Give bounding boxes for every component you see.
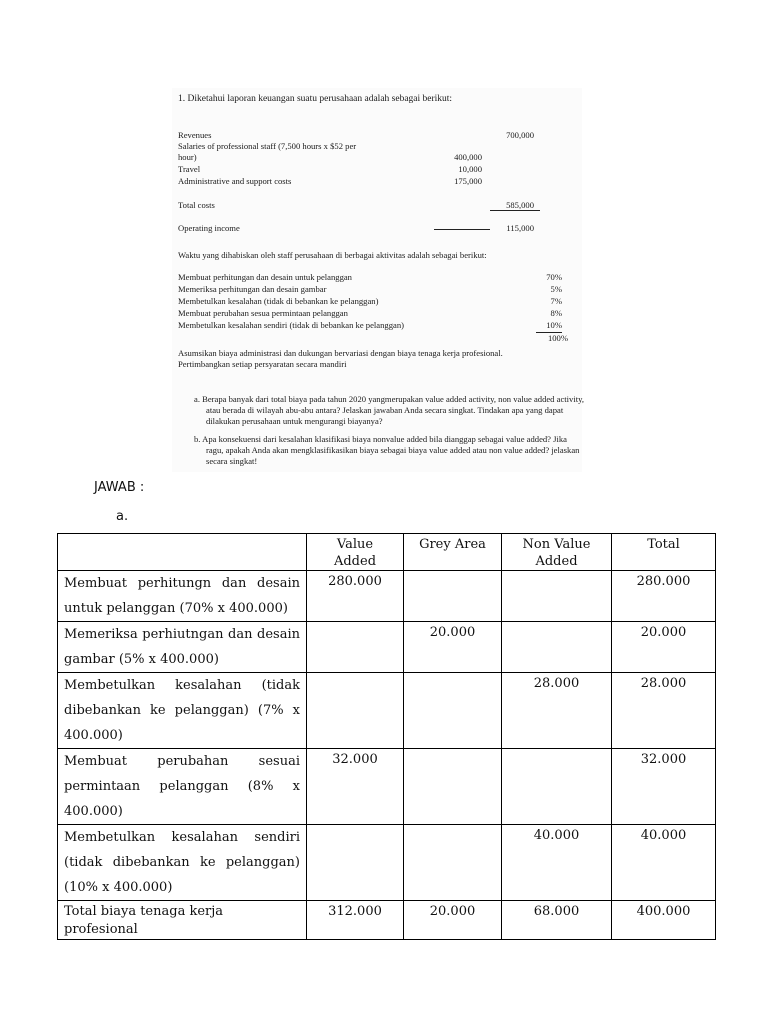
total-costs-label: Total costs: [178, 200, 215, 210]
activity-row: [178, 320, 562, 332]
table-row: [58, 622, 716, 673]
row-value-added: 280.000: [307, 571, 404, 622]
admin-label: Administrative and support costs: [178, 176, 292, 186]
row-description: Membuat perhitungn dan desain untuk pelanggan (70% x 400.000): [58, 571, 307, 622]
operating-income-value: 115,000: [506, 223, 534, 233]
activity-label: Membuat perubahan sesua permintaan pelanggan: [178, 308, 348, 318]
activity-pct: 70%: [546, 272, 562, 282]
row-description: Membuat perubahan sesuai permintaan pelanggan (8% x 400.000): [58, 749, 307, 825]
travel-label: Travel: [178, 164, 201, 174]
activities-total: 100%: [547, 333, 568, 343]
total-non-value-added: 68.000: [502, 901, 612, 940]
fin-row-operating-income: [178, 223, 538, 235]
header-description: [58, 534, 307, 571]
assumption-2: Pertimbangkan setiap persyaratan secara mandiri: [178, 359, 347, 369]
row-non-value-added: 28.000: [502, 673, 612, 749]
row-total: 40.000: [612, 825, 716, 901]
activity-label: Membuat perhitungan dan desain untuk pelanggan: [178, 272, 352, 282]
activity-pct: 8%: [550, 308, 562, 318]
part-label: a.: [116, 509, 129, 524]
admin-value: 175,000: [454, 176, 482, 186]
table-row: [58, 825, 716, 901]
row-grey-area: [404, 571, 502, 622]
assumptions: [178, 348, 568, 370]
time-intro: Waktu yang dihabiskan oleh staff perusahaan di berbagai aktivitas adalah sebagai berikut:: [178, 250, 487, 260]
revenues-value: 700,000: [506, 130, 534, 140]
fin-row-total-costs: [178, 200, 538, 212]
row-value-added: [307, 673, 404, 749]
total-total: 400.000: [612, 901, 716, 940]
total-costs-value: 585,000: [506, 200, 534, 210]
row-grey-area: [404, 825, 502, 901]
assumption-1: Asumsikan biaya administrasi dan dukungan bervariasi dengan biaya tenaga kerja profesional.: [178, 348, 503, 358]
fin-row-salaries-2: [178, 152, 538, 164]
problem-scan: [172, 88, 582, 472]
question-intro: 1. Diketahui laporan keuangan suatu perusahaan adalah sebagai berikut:: [178, 94, 453, 104]
operating-income-label: Operating income: [178, 223, 240, 233]
row-grey-area: 20.000: [404, 622, 502, 673]
activities-total-row: [178, 333, 568, 345]
activity-pct: 7%: [550, 296, 562, 306]
row-total: 280.000: [612, 571, 716, 622]
row-total: 32.000: [612, 749, 716, 825]
activity-row: [178, 284, 562, 296]
salaries-label-1: Salaries of professional staff (7,500 hours x $52 per: [178, 141, 357, 151]
activity-pct: 10%: [546, 320, 562, 330]
header-non-value-added: Non Value Added: [502, 534, 612, 571]
row-description: Membetulkan kesalahan sendiri (tidak dibebankan ke pelanggan) (10% x 400.000): [58, 825, 307, 901]
row-non-value-added: 40.000: [502, 825, 612, 901]
row-value-added: 32.000: [307, 749, 404, 825]
total-costs-underline: [490, 210, 540, 211]
row-description: Membetulkan kesalahan (tidak dibebankan ke pelanggan) (7% x 400.000): [58, 673, 307, 749]
total-grey-area: 20.000: [404, 901, 502, 940]
question-a: a. Berapa banyak dari total biaya pada tahun 2020 yangmerupakan value added activity, non value added activity, atau berada di wilayah abu-abu antara? Jelaskan jawaban Anda secara singkat. Tindakan apa yang dapat dilakukan perusahaan untuk mengurangi biayanya?: [194, 394, 584, 426]
row-total: 28.000: [612, 673, 716, 749]
activity-label: Memeriksa perhitungan dan desain gambar: [178, 284, 327, 294]
row-value-added: [307, 825, 404, 901]
answer-heading: JAWAB :: [94, 480, 145, 495]
row-description: Memeriksa perhiutngan dan desain gambar (5% x 400.000): [58, 622, 307, 673]
answer-table: [57, 533, 716, 940]
activity-row: [178, 308, 562, 320]
header-value-added: Value Added: [307, 534, 404, 571]
activity-label: Membetulkan kesalahan (tidak di bebankan ke pelanggan): [178, 296, 379, 306]
activity-pct: 5%: [550, 284, 562, 294]
question-b: b. Apa konsekuensi dari kesalahan klasifikasi biaya nonvalue added bila dianggap sebagai value added? Jika ragu, apakah Anda akan mengklasifikasikan biaya sebagai biaya value added atau non value added? jelaskan secara singkat!: [194, 434, 580, 466]
travel-value: 10,000: [458, 164, 482, 174]
header-grey-area: Grey Area: [404, 534, 502, 571]
salaries-label-2: hour): [178, 152, 197, 162]
salaries-value: 400,000: [454, 152, 482, 162]
row-non-value-added: [502, 571, 612, 622]
total-description: Total biaya tenaga kerja profesional: [58, 901, 307, 940]
fin-row-admin: [178, 176, 538, 188]
header-total: Total: [612, 534, 716, 571]
activity-row: [178, 272, 562, 284]
table-header-row: [58, 534, 716, 571]
table-row: [58, 749, 716, 825]
table-total-row: [58, 901, 716, 940]
row-non-value-added: [502, 622, 612, 673]
row-grey-area: [404, 749, 502, 825]
fin-row-travel: [178, 164, 538, 176]
activity-label: Membetulkan kesalahan sendiri (tidak di bebankan ke pelanggan): [178, 320, 404, 330]
row-total: 20.000: [612, 622, 716, 673]
table-row: [58, 673, 716, 749]
row-grey-area: [404, 673, 502, 749]
row-value-added: [307, 622, 404, 673]
revenues-label: Revenues: [178, 130, 212, 140]
table-row: [58, 571, 716, 622]
row-non-value-added: [502, 749, 612, 825]
total-value-added: 312.000: [307, 901, 404, 940]
activity-row: [178, 296, 562, 308]
